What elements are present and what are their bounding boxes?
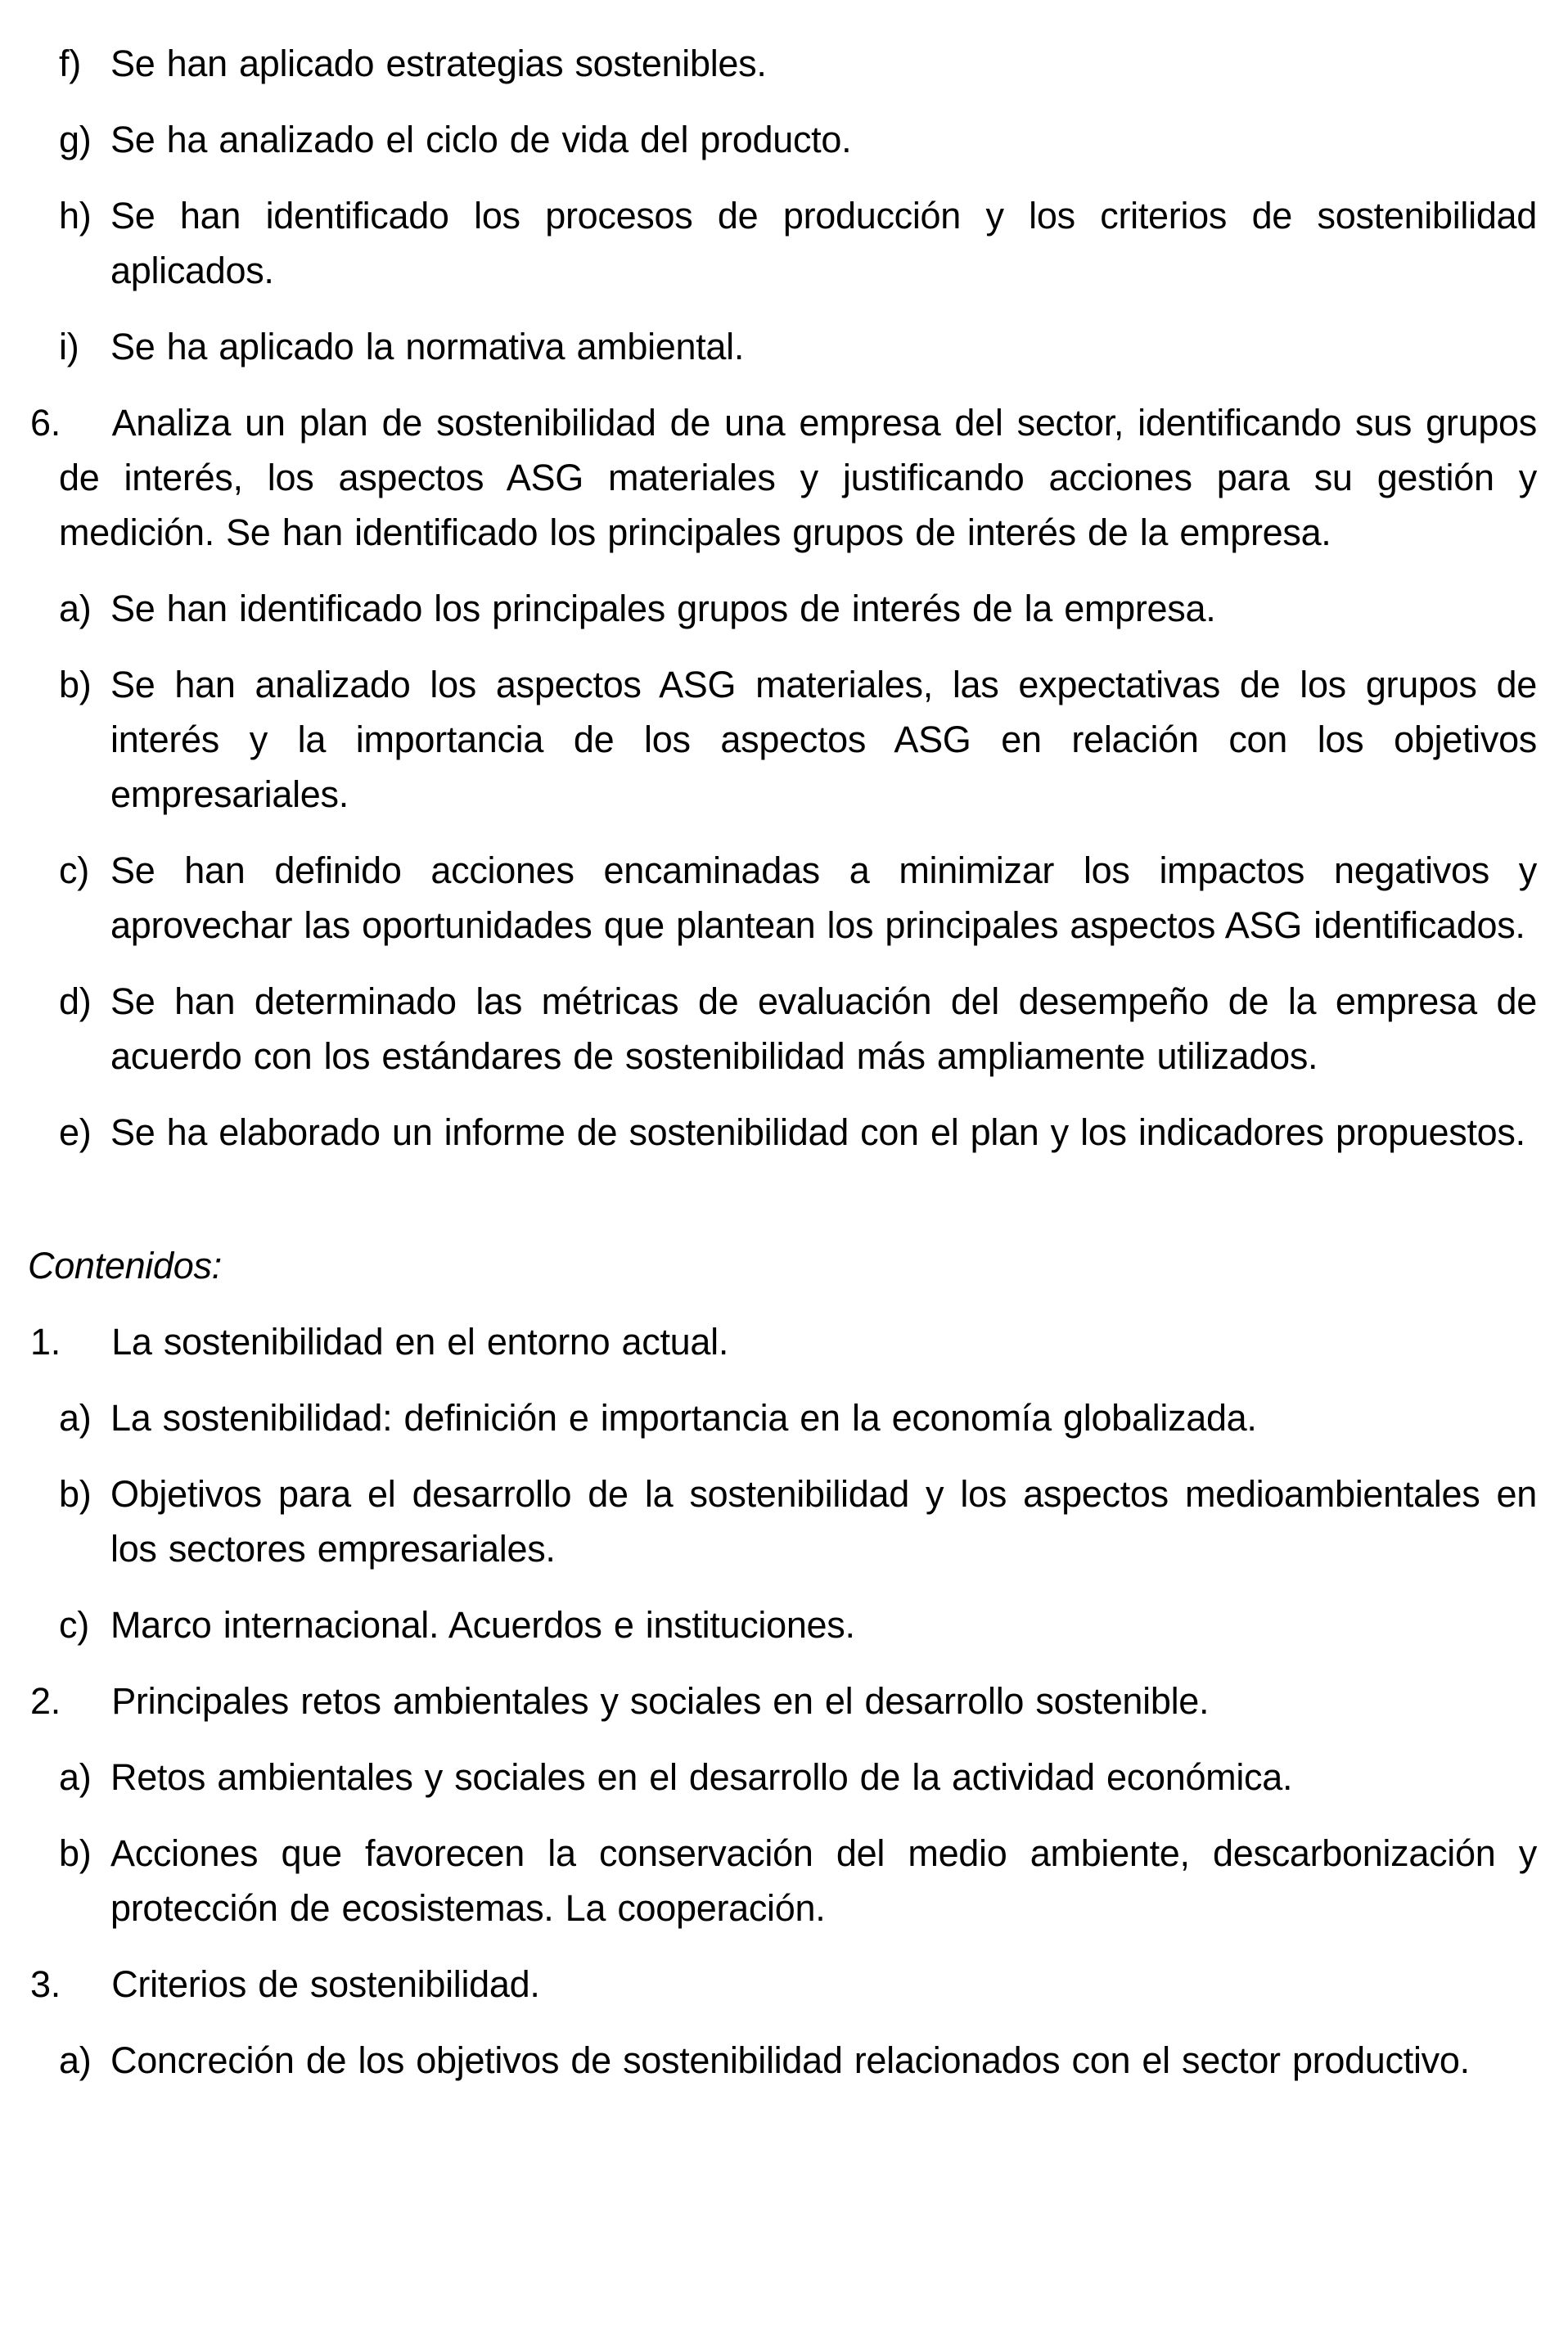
item-text: Contenidos: (28, 1245, 222, 1286)
lettered-item-c (0, 1597, 1568, 1652)
lettered-item-i (0, 319, 1568, 374)
item-label: b) (59, 664, 92, 705)
lettered-item-g (0, 112, 1568, 167)
item-label: 2. (30, 1680, 61, 1722)
item-label: c) (59, 1604, 89, 1646)
lettered-item-b (0, 1467, 1568, 1576)
item-text: Analiza un plan de sostenibilidad de una empresa del sector, identificando sus grupos de interés, los aspectos ASG materiales y justificando acciones para su gestión y medición. Se han identificado los principales grupos de interés de la empresa. (59, 402, 1537, 553)
item-text: Se han aplicado estrategias sostenibles. (110, 43, 767, 84)
item-label: c) (59, 849, 89, 891)
lettered-item-a (0, 2033, 1568, 2088)
lettered-item-b (0, 657, 1568, 822)
lettered-item-a (0, 1390, 1568, 1445)
lettered-item-a (0, 581, 1568, 636)
item-text: Retos ambientales y sociales en el desarrollo de la actividad económica. (110, 1756, 1293, 1798)
item-label: g) (59, 119, 92, 160)
item-text: Se ha analizado el ciclo de vida del producto. (110, 119, 852, 160)
item-label: i) (59, 326, 79, 367)
item-label: d) (59, 980, 92, 1022)
lettered-item-f (0, 36, 1568, 91)
numbered-item-2 (0, 1674, 1568, 1728)
item-label: 3. (30, 1963, 61, 2005)
item-label: h) (59, 195, 92, 237)
item-label: a) (59, 1756, 92, 1798)
numbered-item-3 (0, 1957, 1568, 2012)
item-label: a) (59, 2039, 92, 2081)
item-label: f) (59, 43, 81, 84)
lettered-item-a (0, 1750, 1568, 1805)
contents-heading (0, 1238, 1568, 1293)
paragraph-list (0, 36, 1568, 2088)
item-text: Se han determinado las métricas de evaluación del desempeño de la empresa de acuerdo con los estándares de sostenibilidad más ampliamente utilizados. (110, 980, 1537, 1077)
item-label: a) (59, 588, 92, 629)
item-text: Marco internacional. Acuerdos e instituciones. (110, 1604, 855, 1646)
item-text: Objetivos para el desarrollo de la sostenibilidad y los aspectos medioambientales en los sectores empresariales. (110, 1473, 1537, 1570)
item-text: Acciones que favorecen la conservación del medio ambiente, descarbonización y protección de ecosistemas. La cooperación. (110, 1832, 1537, 1929)
numbered-item-6 (0, 395, 1568, 560)
item-text: Se han definido acciones encaminadas a minimizar los impactos negativos y aprovechar las oportunidades que plantean los principales aspectos ASG identificados. (110, 849, 1537, 946)
item-text: La sostenibilidad: definición e importancia en la economía globalizada. (110, 1397, 1257, 1439)
item-text: Criterios de sostenibilidad. (111, 1963, 540, 2005)
lettered-item-c (0, 843, 1568, 953)
lettered-item-d (0, 974, 1568, 1084)
item-text: Principales retos ambientales y sociales en el desarrollo sostenible. (111, 1680, 1210, 1722)
item-label: b) (59, 1832, 92, 1874)
lettered-item-e (0, 1105, 1568, 1160)
item-label: 6. (30, 402, 61, 444)
item-text: Se ha elaborado un informe de sostenibilidad con el plan y los indicadores propuestos. (110, 1111, 1525, 1153)
item-text: Se ha aplicado la normativa ambiental. (110, 326, 745, 367)
item-text: Se han analizado los aspectos ASG materiales, las expectativas de los grupos de interés y la importancia de los aspectos ASG en relación con los objetivos empresariales. (110, 664, 1537, 815)
item-label: e) (59, 1111, 92, 1153)
item-text: Concreción de los objetivos de sostenibilidad relacionados con el sector productivo. (110, 2039, 1470, 2081)
item-text: Se han identificado los procesos de producción y los criterios de sostenibilidad aplicados. (110, 195, 1537, 291)
item-text: La sostenibilidad en el entorno actual. (111, 1321, 729, 1363)
item-label: 1. (30, 1321, 61, 1363)
item-text: Se han identificado los principales grupos de interés de la empresa. (110, 588, 1216, 629)
lettered-item-h (0, 188, 1568, 298)
numbered-item-1 (0, 1314, 1568, 1369)
item-label: a) (59, 1397, 92, 1439)
item-label: b) (59, 1473, 92, 1515)
lettered-item-b (0, 1826, 1568, 1935)
